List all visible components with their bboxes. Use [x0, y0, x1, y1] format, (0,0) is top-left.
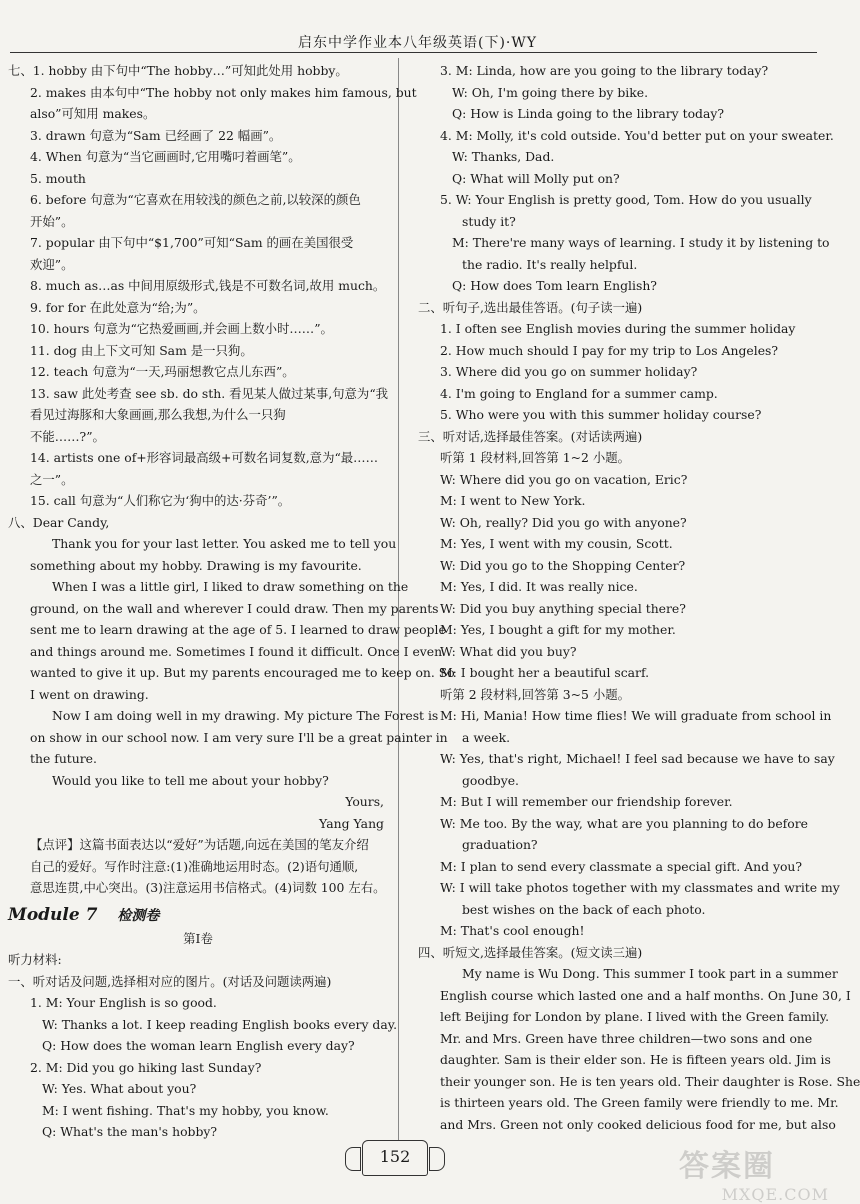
text-line: 看见过海豚和大象画画,那么我想,为什么一只狗 [30, 407, 286, 422]
text-line: W: Oh, really? Did you go with anyone? [440, 514, 687, 530]
text-line: W: Yes, that's right, Michael! I feel sad because we have to say [440, 751, 835, 766]
text-line: M: There're many ways of learning. I study it by listening to [452, 235, 830, 250]
text-line: 2. makes 由本句中“The hobby not only makes him famous, but [30, 84, 417, 100]
text-line: the radio. It's really helpful. [462, 256, 638, 272]
text-line: M: Yes, I did. It was really nice. [440, 579, 638, 594]
text-line: M: I went fishing. That's my hobby, you know. [42, 1102, 329, 1118]
text-line: 意思连贯,中心突出。(3)注意运用书信格式。(4)词数 100 左右。 [30, 880, 386, 895]
text-line: Q: How is Linda going to the library today? [452, 106, 725, 121]
text-line: a week. [462, 729, 511, 745]
watermark-url: MXQE.COM [721, 1185, 829, 1204]
listening-transcript [418, 60, 860, 1135]
text-line: 2. M: Did you go hiking last Sunday? [30, 1059, 262, 1075]
text-line: 之一”。 [30, 471, 74, 487]
text-line: 15. call 句意为“人们称它为‘狗中的达·芬奇’”。 [30, 493, 291, 508]
text-line: M: But I will remember our friendship forever. [440, 794, 733, 809]
text-line: W: Did you buy anything special there? [440, 600, 686, 616]
text-line: 1. M: Your English is so good. [30, 995, 217, 1010]
text-line: ground, on the wall and wherever I could draw. Then my parents [30, 600, 439, 616]
text-line: 8. much as…as 中间用原级形式,钱是不可数名词,故用 much。 [30, 278, 386, 293]
text-line: 5. mouth [30, 170, 86, 186]
module-title: Module 7 [8, 904, 98, 925]
text-line: graduation? [462, 837, 538, 852]
text-line: My name is Wu Dong. This summer I took part in a summer [462, 966, 838, 981]
text-line: W: Thanks, Dad. [452, 149, 555, 164]
text-line: the future. [30, 751, 97, 766]
text-line: 欢迎”。 [30, 256, 74, 272]
text-line: 第Ⅰ卷 [183, 930, 213, 946]
text-line: 开始”。 [30, 213, 74, 229]
right-column [418, 60, 860, 1135]
text-line: 自己的爱好。写作时注意:(1)准确地运用时态。(2)语句通顺, [30, 858, 359, 874]
text-line: 6. before 句意为“它喜欢在用较浅的颜色之前,以较深的颜色 [30, 192, 361, 207]
watermark-logo [679, 1141, 829, 1204]
text-line: 不能……?”。 [30, 428, 105, 444]
text-line: 5. Who were you with this summer holiday course? [440, 407, 762, 422]
text-line: W: Thanks a lot. I keep reading English books every day. [42, 1016, 398, 1032]
text-line: W: What did you buy? [440, 643, 577, 659]
text-line: 4. When 句意为“当它画画时,它用嘴叼着画笔”。 [30, 149, 301, 164]
text-line: daughter. Sam is their elder son. He is fifteen years old. Jim is [440, 1052, 831, 1067]
text-line: Now I am doing well in my drawing. My picture The Forest is [52, 708, 439, 723]
text-line: W: Me too. By the way, what are you planning to do before [440, 815, 808, 831]
text-line: W: I will take photos together with my classmates and write my [440, 880, 840, 895]
text-line: 八、Dear Candy, [8, 514, 110, 530]
text-line: Mr. and Mrs. Green have three children—two sons and one [440, 1030, 813, 1046]
text-line: Thank you for your last letter. You asked me to tell you [52, 536, 397, 551]
text-line: W: Oh, I'm going there by bike. [452, 84, 649, 100]
text-line: Q: How does Tom learn English? [452, 278, 657, 293]
text-line: M: I went to New York. [440, 493, 586, 508]
listening-material-section [8, 928, 398, 1143]
text-line: also”可知用 makes。 [30, 106, 156, 121]
text-line: 7. popular 由下句中“$1,700”可知“Sam 的画在美国很受 [30, 235, 354, 250]
text-line: left Beijing for London by plane. I lived with the Green family. [440, 1009, 830, 1024]
text-line: 10. hours 句意为“它热爱画画,并会画上数小时……”。 [30, 321, 333, 336]
module-heading [8, 903, 388, 928]
text-line: 1. I often see English movies during the summer holiday [440, 321, 796, 336]
text-line: W: Yes. What about you? [42, 1081, 197, 1096]
text-line: 七、1. hobby 由下句中“The hobby…”可知此处用 hobby。 [8, 63, 348, 78]
text-line: M: I plan to send every classmate a special gift. And you? [440, 858, 803, 874]
text-line: 听第 1 段材料,回答第 1~2 小题。 [440, 450, 631, 465]
text-line: Q: What's the man's hobby? [42, 1124, 218, 1139]
text-line: 一、听对话及问题,选择相对应的图片。(对话及问题读两遍) [8, 973, 332, 989]
text-line: their younger son. He is ten years old. Their daughter is Rose. She [440, 1073, 860, 1089]
text-line: and Mrs. Green not only cooked delicious food for me, but also [440, 1116, 836, 1132]
watermark-text: 答案圈 [679, 1149, 775, 1184]
text-line: M: Yes, I went with my cousin, Scott. [440, 536, 673, 551]
text-line: 四、听短文,选择最佳答案。(短文读三遍) [418, 944, 643, 960]
book-title: 启东中学作业本八年级英语(下)·WY [297, 35, 537, 51]
text-line: English course which lasted one and a half months. On June 30, I [440, 987, 851, 1003]
text-line: 12. teach 句意为“一天,玛丽想教它点儿东西”。 [30, 364, 295, 379]
page-number: 152 [362, 1140, 428, 1176]
text-line: When I was a little girl, I liked to draw something on the [52, 579, 409, 594]
text-line: 4. M: Molly, it's cold outside. You'd better put on your sweater. [440, 127, 834, 143]
text-line: is thirteen years old. The Green family were friendly to me. Mr. [440, 1095, 839, 1110]
text-line: M: That's cool enough! [440, 923, 585, 938]
header-rule [10, 52, 817, 53]
text-line: 听第 2 段材料,回答第 3~5 小题。 [440, 686, 631, 702]
text-line: M: Yes, I bought a gift for my mother. [440, 622, 676, 637]
text-line: 3. drawn 句意为“Sam 已经画了 22 幅画”。 [30, 127, 282, 143]
module-subtitle: 检测卷 [117, 907, 160, 924]
text-line: Q: How does the woman learn English every day? [42, 1038, 355, 1053]
text-line: Yang Yang [319, 815, 384, 831]
text-line: goodbye. [462, 772, 519, 788]
text-line: best wishes on the back of each photo. [462, 901, 706, 917]
text-line: 二、听句子,选出最佳答语。(句子读一遍) [418, 299, 643, 315]
text-line: something about my hobby. Drawing is my favourite. [30, 557, 362, 573]
text-line: 11. dog 由上下文可知 Sam 是一只狗。 [30, 342, 253, 358]
text-line: I went on drawing. [30, 686, 149, 702]
text-line: 4. I'm going to England for a summer camp. [440, 385, 718, 401]
left-column [8, 60, 455, 1143]
text-line: W: Did you go to the Shopping Center? [440, 557, 686, 573]
text-line: Yours, [345, 794, 384, 809]
text-line: 13. saw 此处考查 see sb. do sth. 看见某人做过某事,句意为“我 [30, 385, 389, 401]
text-line: Would you like to tell me about your hobby? [52, 772, 329, 788]
text-line: 三、听对话,选择最佳答案。(对话读两遍) [418, 428, 643, 444]
text-line: and things around me. Sometimes I found it difficult. Once I even [30, 643, 443, 659]
text-line: on show in our school now. I am very sure I'll be a great painter in [30, 729, 448, 745]
text-line: Q: What will Molly put on? [452, 170, 620, 186]
text-line: M: Hi, Mania! How time flies! We will graduate from school in [440, 708, 832, 723]
text-line: W: Where did you go on vacation, Eric? [440, 471, 688, 487]
text-line: 听力材料: [8, 952, 62, 967]
text-line: 【点评】这篇书面表达以“爱好”为话题,向远在美国的笔友介绍 [30, 837, 369, 852]
text-line: 14. artists one of+形容词最高级+可数名词复数,意为“最…… [30, 450, 378, 465]
text-line: 3. M: Linda, how are you going to the library today? [440, 63, 769, 78]
text-line: 3. Where did you go on summer holiday? [440, 364, 698, 379]
text-line: 2. How much should I pay for my trip to Los Angeles? [440, 342, 779, 358]
text-line: 9. for for 在此处意为“给;为”。 [30, 299, 206, 315]
text-line: sent me to learn drawing at the age of 5. I learned to draw people [30, 622, 446, 637]
text-line: wanted to give it up. But my parents encouraged me to keep on. So [30, 665, 455, 680]
text-line: 5. W: Your English is pretty good, Tom. How do you usually [440, 192, 812, 207]
answer-key-section [8, 60, 455, 899]
text-line: M: I bought her a beautiful scarf. [440, 665, 650, 680]
text-line: study it? [462, 213, 516, 229]
page-header [0, 30, 837, 52]
